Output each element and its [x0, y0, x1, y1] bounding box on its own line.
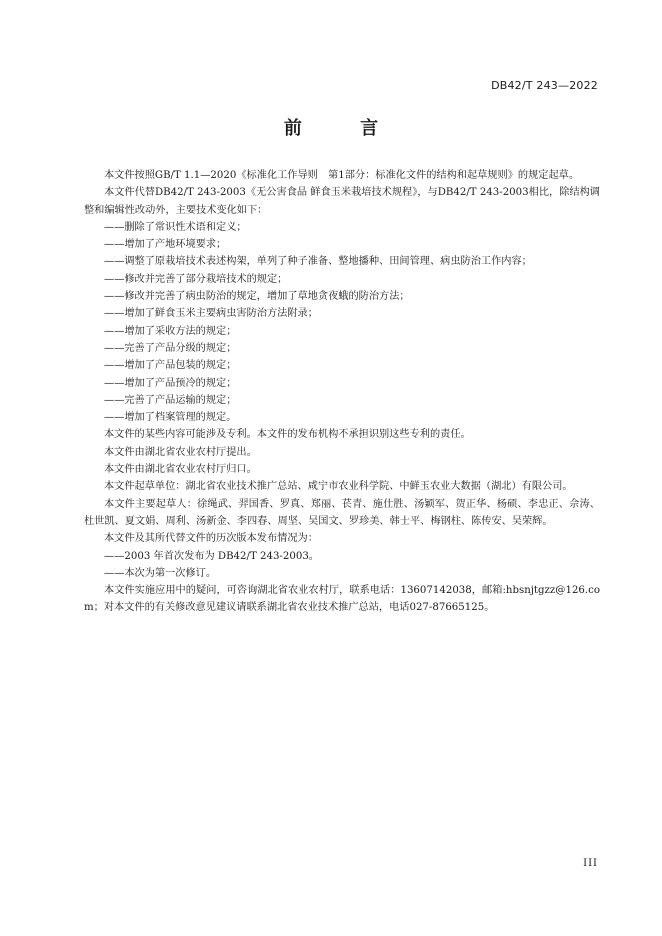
list-item: ——增加了产品包装的规定； — [104, 360, 237, 372]
history-item: ——本次为第一次修订。 — [104, 567, 217, 579]
list-item: ——增加了采收方法的规定； — [104, 325, 237, 337]
paragraph-replacement: 本文件代替DB42/T 243-2003《无公害食品 鲜食玉米栽培技术规程》，与DB42/T 243-2003相比，除结构调整和编辑性改动外，主要技术变化如下： — [84, 187, 600, 216]
patent-statement: 本文件的某些内容可能涉及专利。本文件的发布机构不承担识别这些专利的责任。 — [104, 429, 471, 441]
paragraph-drafting-basis: 本文件按照GB/T 1.1—2020《标准化工作导则 第1部分：标准化文件的结构和起草规则》的规定起草。 — [104, 170, 580, 181]
changes-list — [84, 219, 600, 427]
history-item: ——2003 年首次发布为 DB42/T 243-2003。 — [104, 550, 319, 562]
list-item: ——删除了常识性术语和定义； — [104, 221, 247, 233]
list-item: ——调整了原栽培技术表述构架，单列了种子准备、整地播种、田间管理、病虫防治工作内容； — [104, 256, 532, 268]
list-item: ——修改并完善了病虫防治的规定，增加了草地贪夜蛾的防治方法； — [104, 291, 410, 303]
document-code: DB42/T 243—2022 — [491, 79, 598, 92]
foreword-body — [84, 167, 600, 617]
list-item: ——修改并完善了部分栽培技术的规定； — [104, 273, 288, 285]
drafters: 本文件主要起草人：徐绳武、羿国香、罗真、郑丽、苌青、施仕胜、汤颖军、贺正华、杨硕、李忠正、佘涛、 杜世凯、夏文娟、周利、汤新金、李四春、周坚、吴国文、罗珍美、韩士平、梅钢柱、陈传安、吴荣辉。 — [84, 498, 600, 527]
history-intro: 本文件及其所代替文件的历次版本发布情况为： — [104, 533, 318, 545]
list-item: ——增加了档案管理的规定。 — [104, 412, 237, 424]
contact-info: 本文件实施应用中的疑问，可咨询湖北省农业农村厅，联系电话：13607142038，邮箱:hbsnjtgzz@126.com；对本文件的有关修改意见建议请联系湖北省农业技术推广总站，电话027-87665125。 — [84, 585, 600, 614]
list-item: ——增加了鲜食玉米主要病虫害防治方法附录； — [104, 308, 318, 320]
list-item: ——完善了产品运输的规定； — [104, 394, 237, 406]
page-title: 前 言 — [283, 118, 405, 139]
page-number: III — [583, 858, 598, 869]
list-item: ——增加了产地环境要求； — [104, 239, 227, 251]
drafting-units: 本文件起草单位：湖北省农业技术推广总站、咸宁市农业科学院、中鲜玉农业大数据（湖北）有限公司。 — [104, 481, 573, 493]
list-item: ——增加了产品预冷的规定； — [104, 377, 237, 389]
managed-by: 本文件由湖北省农业农村厅归口。 — [104, 464, 257, 476]
proposed-by: 本文件由湖北省农业农村厅提出。 — [104, 446, 257, 458]
list-item: ——完善了产品分级的规定； — [104, 342, 237, 354]
